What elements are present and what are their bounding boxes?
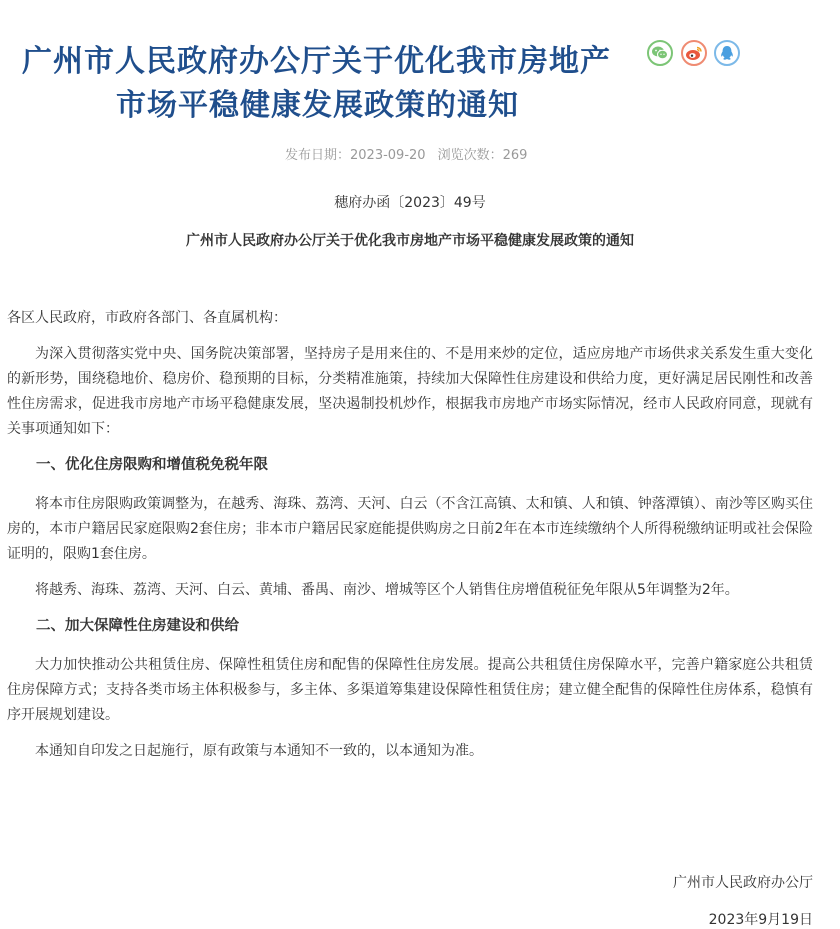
salutation: 各区人民政府，市政府各部门、各直属机构：	[7, 310, 287, 326]
section-1-heading: 一、优化住房限购和增值税免税年限	[36, 457, 268, 473]
section-1-paragraph-2: 将越秀、海珠、荔湾、天河、白云、黄埔、番禺、南沙、增城等区个人销售住房增值税征免年限从5年调整为2年。	[35, 582, 739, 598]
section-2-heading: 二、加大保障性住房建设和供给	[36, 618, 239, 634]
wechat-icon	[651, 45, 669, 61]
share-wechat-button[interactable]	[647, 40, 673, 66]
article-meta	[285, 144, 539, 163]
view-count: 浏览次数：269	[437, 148, 528, 163]
closing-paragraph: 本通知自印发之日起施行，原有政策与本通知不一致的，以本通知为准。	[35, 743, 483, 759]
issue-date: 2023年9月19日	[708, 912, 813, 928]
publish-date: 发布日期：2023-09-20	[285, 148, 426, 163]
weibo-icon	[685, 45, 703, 61]
share-qq-button[interactable]	[714, 40, 740, 66]
qq-icon	[719, 45, 735, 62]
page-title-line-1: 广州市人民政府办公厅关于优化我市房地产	[22, 44, 611, 79]
intro-paragraph: 为深入贯彻落实党中央、国务院决策部署，坚持房子是用来住的、不是用来炒的定位，适应房地产市场供求关系发生重大变化的新形势，围绕稳地价、稳房价、稳预期的目标，分类精准施策，持续加大保障性住房建设和供给力度，更好满足居民刚性和改善性住房需求，促进我市房地产市场平稳健康发展，坚决遏制投机炒作，根据我市房地产市场实际情况，经市人民政府同意，现就有关事项通知如下：	[7, 346, 813, 437]
section-2-paragraph-1: 大力加快推动公共租赁住房、保障性租赁住房和配售的保障性住房发展。提高公共租赁住房保障水平，完善户籍家庭公共租赁住房保障方式；支持各类市场主体积极参与，多主体、多渠道筹集建设保障性租赁住房；建立健全配售的保障性住房体系，稳慎有序开展规划建设。	[7, 657, 813, 723]
document-number: 穗府办函〔2023〕49号	[334, 195, 486, 211]
section-1-paragraph-1: 将本市住房限购政策调整为，在越秀、海珠、荔湾、天河、白云（不含江高镇、太和镇、人和镇、钟落潭镇）、南沙等区购买住房的，本市户籍居民家庭限购2套住房；非本市户籍居民家庭能提供购房之日前2年在本市连续缴纳个人所得税缴纳证明或社会保险证明的，限购1套住房。	[7, 496, 813, 562]
page-title-line-2: 市场平稳健康发展政策的通知	[116, 88, 519, 123]
article-body	[7, 306, 813, 764]
issuer-signature: 广州市人民政府办公厅	[673, 875, 813, 891]
document-subtitle: 广州市人民政府办公厅关于优化我市房地产市场平稳健康发展政策的通知	[186, 233, 634, 249]
share-weibo-button[interactable]	[681, 40, 707, 66]
